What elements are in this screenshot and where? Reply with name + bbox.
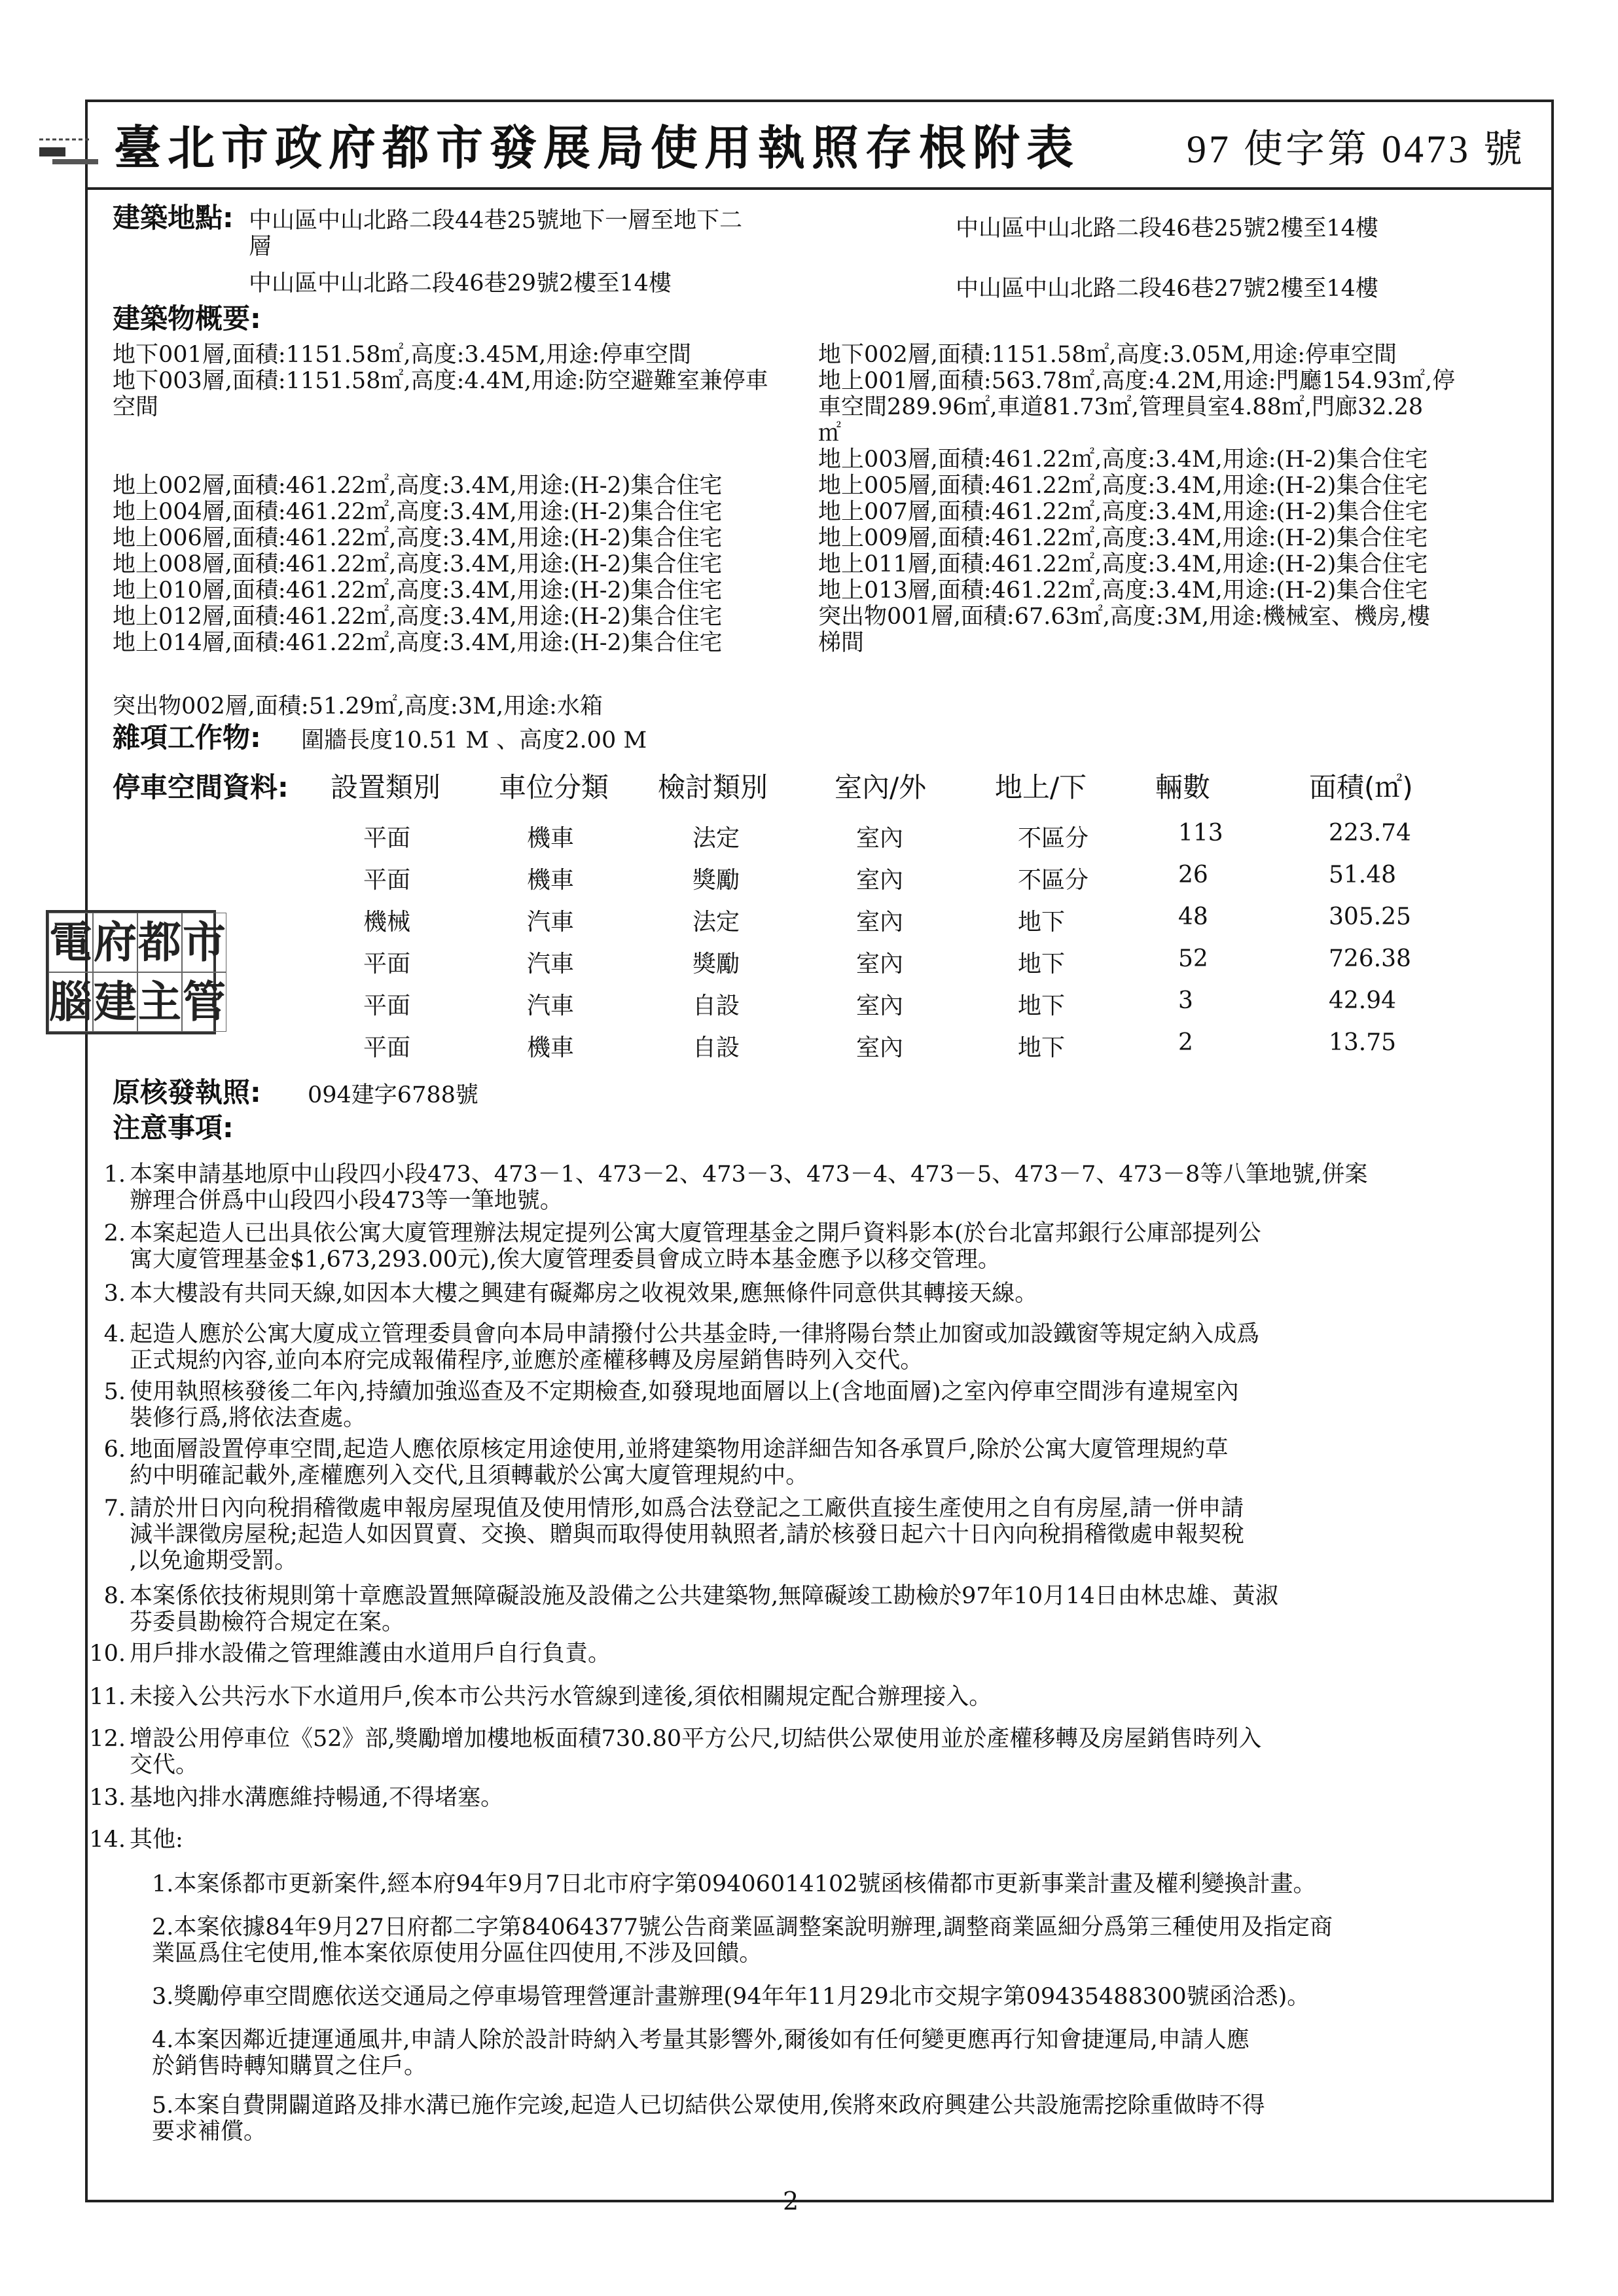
overview-line: 地上009層,面積:461.22㎡,高度:3.4M,用途:(H-2)集合住宅 bbox=[818, 525, 1428, 551]
overview-line: 地上014層,面積:461.22㎡,高度:3.4M,用途:(H-2)集合住宅 bbox=[113, 630, 723, 656]
table-cell: 113 bbox=[1178, 820, 1223, 847]
table-cell: 室內 bbox=[856, 825, 904, 852]
overview-line: 地上005層,面積:461.22㎡,高度:3.4M,用途:(H-2)集合住宅 bbox=[818, 473, 1428, 499]
note-item: 4. 起造人應於公寓大廈成立管理委員會向本局申請撥付公共基金時,一律將陽台禁止加窗或加設鐵窗等規定納入成爲 正式規約內容,並向本府完成報備程序,並應於產權移轉及房屋銷售時列入交代。 bbox=[103, 1321, 1260, 1374]
note-item: 1. 本案申請基地原中山段四小段473、473－1、473－2、473－3、473－4、473－5、473－7、473－8等八筆地號,併案 辦理合併爲中山段四小段473等一筆地號。 bbox=[103, 1161, 1368, 1214]
table-cell: 汽車 bbox=[527, 993, 575, 1019]
header-box bbox=[85, 100, 1554, 190]
note-item: 7. 請於卅日內向稅捐稽徵處申報房屋現值及使用情形,如爲合法登記之工廠供直接生產使用之自有房屋,請一併申請 減半課徵房屋稅;起造人如因買賣、交換、贈與而取得使用執照者,請於核發日起六十日內向稅捐稽徵處申報契稅 ,以免逾期受罰。 bbox=[103, 1495, 1244, 1574]
seal-char: 都 bbox=[137, 913, 182, 972]
overview-line: 地上006層,面積:461.22㎡,高度:3.4M,用途:(H-2)集合住宅 bbox=[113, 525, 723, 551]
overview-line: 地上007層,面積:461.22㎡,高度:3.4M,用途:(H-2)集合住宅 bbox=[818, 499, 1428, 525]
seal-char: 主 bbox=[137, 972, 182, 1032]
overview-left-column bbox=[113, 342, 768, 656]
table-cell: 13.75 bbox=[1329, 1029, 1397, 1056]
table-cell: 305.25 bbox=[1329, 903, 1411, 930]
overview-line: ㎡ bbox=[818, 420, 842, 446]
table-cell: 不區分 bbox=[1018, 825, 1089, 852]
table-cell: 地下 bbox=[1018, 1034, 1066, 1061]
other-item: 3.獎勵停車空間應依送交通局之停車場管理營運計畫辦理(94年年11月29北市交規字第09435488300號函洽悉)。 bbox=[152, 1984, 1310, 2010]
table-cell: 室內 bbox=[856, 867, 904, 894]
site-address-2: 中山區中山北路二段46巷25號2樓至14樓 bbox=[956, 215, 1378, 242]
seal-char: 電 bbox=[48, 913, 93, 972]
note-item: 14. 其他: bbox=[89, 1827, 183, 1853]
overview-line: 地上001層,面積:563.78㎡,高度:4.2M,用途:門廳154.93㎡,停 bbox=[818, 368, 1456, 394]
other-item: 4.本案因鄰近捷運通風井,申請人除於設計時納入考量其影響外,爾後如有任何變更應再行知會捷運局,申請人應 於銷售時轉知購買之住戶。 bbox=[152, 2027, 1249, 2079]
table-cell: 機車 bbox=[527, 825, 575, 852]
table-cell: 不區分 bbox=[1018, 867, 1089, 894]
other-item: 1.本案係都市更新案件,經本府94年9月7日北市府字第09406014102號函核備都市更新事業計畫及權利變換計畫。 bbox=[152, 1871, 1316, 1897]
note-item: 10. 用戶排水設備之管理維護由水道用戶自行負責。 bbox=[89, 1641, 611, 1667]
overview-line: 突出物001層,面積:67.63㎡,高度:3M,用途:機械室、機房,樓 bbox=[818, 604, 1430, 630]
parking-header-indoor: 室內/外 bbox=[835, 771, 927, 803]
document-number: 97 使字第 0473 號 bbox=[1187, 128, 1525, 171]
other-item: 2.本案依據84年9月27日府都二字第84064377號公告商業區調整案說明辦理,調整商業區細分爲第三種使用及指定商 業區爲住宅使用,惟本案依原使用分區住四使用,不涉及回饋。 bbox=[152, 1914, 1333, 1967]
note-item: 8. 本案係依技術規則第十章應設置無障礙設施及設備之公共建築物,無障礙竣工勘檢於97年10月14日由林忠雄、黃淑 芬委員勘檢符合規定在案。 bbox=[103, 1583, 1278, 1635]
note-item: 13. 基地內排水溝應維持暢通,不得堵塞。 bbox=[89, 1785, 504, 1811]
table-cell: 法定 bbox=[692, 909, 740, 936]
table-cell: 機車 bbox=[527, 867, 575, 894]
table-cell: 地下 bbox=[1018, 993, 1066, 1019]
parking-header-vehicle: 車位分類 bbox=[499, 771, 609, 803]
site-address-3: 中山區中山北路二段46巷29號2樓至14樓 bbox=[249, 270, 672, 297]
protrusion-002: 突出物002層,面積:51.29㎡,高度:3M,用途:水箱 bbox=[113, 693, 603, 720]
table-cell: 法定 bbox=[692, 825, 740, 852]
parking-header-count: 輛數 bbox=[1155, 771, 1211, 803]
table-cell: 52 bbox=[1178, 945, 1208, 972]
table-cell: 42.94 bbox=[1329, 987, 1397, 1014]
seal-char: 建 bbox=[93, 972, 137, 1032]
overview-line: 地下002層,面積:1151.58㎡,高度:3.05M,用途:停車空間 bbox=[818, 342, 1397, 368]
overview-line: 地上002層,面積:461.22㎡,高度:3.4M,用途:(H-2)集合住宅 bbox=[113, 473, 723, 499]
original-license-value: 094建字6788號 bbox=[308, 1082, 478, 1108]
other-item: 5.本案自費開闢道路及排水溝已施作完竣,起造人已切結供公眾使用,俟將來政府興建公共設施需挖除重做時不得 要求補償。 bbox=[152, 2092, 1265, 2145]
site-address-1-cont: 層 bbox=[249, 234, 272, 260]
parking-header-level: 地上/下 bbox=[995, 771, 1087, 803]
table-cell: 3 bbox=[1178, 987, 1193, 1014]
page-title: 臺北市政府都市發展局使用執照存根附表 bbox=[114, 120, 1081, 175]
page-number: 2 bbox=[783, 2187, 799, 2215]
table-cell: 汽車 bbox=[527, 909, 575, 936]
table-cell: 室內 bbox=[856, 909, 904, 936]
table-cell: 2 bbox=[1178, 1029, 1193, 1056]
note-item: 3. 本大樓設有共同天線,如因本大樓之興建有礙鄰房之收視效果,應無條件同意供其轉接天線。 bbox=[103, 1281, 1038, 1307]
table-cell: 平面 bbox=[363, 951, 411, 977]
overview-line: 地上008層,面積:461.22㎡,高度:3.4M,用途:(H-2)集合住宅 bbox=[113, 551, 723, 577]
official-seal-stamp bbox=[46, 910, 226, 1034]
table-cell: 726.38 bbox=[1329, 945, 1411, 972]
notes-label: 注意事項: bbox=[113, 1112, 234, 1144]
table-cell: 26 bbox=[1178, 862, 1208, 888]
table-cell: 室內 bbox=[856, 951, 904, 977]
note-item: 11. 未接入公共污水下水道用戶,俟本市公共污水管線到達後,須依相關規定配合辦理接入。 bbox=[89, 1684, 992, 1710]
note-item: 5. 使用執照核發後二年內,持續加強巡查及不定期檢查,如發現地面層以上(含地面層)之室內停車空間涉有違規室內 裝修行爲,將依法查處。 bbox=[103, 1379, 1239, 1431]
overview-line: 地上010層,面積:461.22㎡,高度:3.4M,用途:(H-2)集合住宅 bbox=[113, 577, 723, 604]
overview-line: 地上004層,面積:461.22㎡,高度:3.4M,用途:(H-2)集合住宅 bbox=[113, 499, 723, 525]
parking-header-area: 面積(㎡) bbox=[1309, 771, 1413, 803]
parking-header-review: 檢討類別 bbox=[658, 771, 768, 803]
table-cell: 平面 bbox=[363, 993, 411, 1019]
site-address-4: 中山區中山北路二段46巷27號2樓至14樓 bbox=[956, 276, 1378, 302]
table-cell: 自設 bbox=[692, 993, 740, 1019]
table-cell: 平面 bbox=[363, 825, 411, 852]
table-cell: 獎勵 bbox=[692, 867, 740, 894]
overview-line: 梯間 bbox=[818, 630, 865, 656]
site-address-1: 中山區中山北路二段44巷25號地下一層至地下二 bbox=[249, 208, 743, 234]
table-cell: 室內 bbox=[856, 1034, 904, 1061]
overview-line: 地上012層,面積:461.22㎡,高度:3.4M,用途:(H-2)集合住宅 bbox=[113, 604, 723, 630]
overview-line: 地上011層,面積:461.22㎡,高度:3.4M,用途:(H-2)集合住宅 bbox=[818, 551, 1428, 577]
original-license-label: 原核發執照: bbox=[113, 1076, 261, 1108]
overview-line: 地上013層,面積:461.22㎡,高度:3.4M,用途:(H-2)集合住宅 bbox=[818, 577, 1428, 604]
overview-line: 地下001層,面積:1151.58㎡,高度:3.45M,用途:停車空間 bbox=[113, 342, 692, 368]
misc-label: 雜項工作物: bbox=[113, 721, 261, 754]
seal-char: 腦 bbox=[48, 972, 93, 1032]
table-cell: 室內 bbox=[856, 993, 904, 1019]
table-cell: 51.48 bbox=[1329, 862, 1397, 888]
table-cell: 機車 bbox=[527, 1034, 575, 1061]
overview-line: 地上003層,面積:461.22㎡,高度:3.4M,用途:(H-2)集合住宅 bbox=[818, 446, 1428, 473]
overview-right-column bbox=[818, 342, 1455, 656]
margin-mark-icon bbox=[39, 134, 111, 173]
table-cell: 地下 bbox=[1018, 909, 1066, 936]
table-cell: 平面 bbox=[363, 867, 411, 894]
table-cell: 平面 bbox=[363, 1034, 411, 1061]
overview-line: 空間 bbox=[113, 394, 159, 420]
seal-char: 市 bbox=[182, 913, 226, 972]
misc-value: 圍牆長度10.51 M 、高度2.00 M bbox=[301, 727, 647, 754]
site-label: 建築地點: bbox=[113, 202, 234, 234]
seal-char: 管 bbox=[182, 972, 226, 1032]
note-item: 6. 地面層設置停車空間,起造人應依原核定用途使用,並將建築物用途詳細告知各承買戶,除於公寓大廈管理規約草 約中明確記載外,產權應列入交代,且須轉載於公寓大廈管理規約中。 bbox=[103, 1436, 1229, 1489]
overview-line: 車空間289.96㎡,車道81.73㎡,管理員室4.88㎡,門廊32.28 bbox=[818, 394, 1424, 420]
table-cell: 地下 bbox=[1018, 951, 1066, 977]
table-cell: 自設 bbox=[692, 1034, 740, 1061]
table-cell: 機械 bbox=[363, 909, 411, 936]
parking-header-type: 設置類別 bbox=[331, 771, 441, 803]
table-cell: 汽車 bbox=[527, 951, 575, 977]
overview-line: 地下003層,面積:1151.58㎡,高度:4.4M,用途:防空避難室兼停車 bbox=[113, 368, 768, 394]
parking-label: 停車空間資料: bbox=[113, 771, 289, 803]
table-cell: 223.74 bbox=[1329, 820, 1411, 847]
seal-char: 府 bbox=[93, 913, 137, 972]
table-cell: 48 bbox=[1178, 903, 1208, 930]
overview-label: 建築物概要: bbox=[113, 302, 261, 335]
note-item: 2. 本案起造人已出具依公寓大廈管理辦法規定提列公寓大廈管理基金之開戶資料影本(於台北富邦銀行公庫部提列公 寓大廈管理基金$1,673,293.00元),俟大廈管理委員會成立時本基金應予以移交管理。 bbox=[103, 1220, 1261, 1273]
table-cell: 獎勵 bbox=[692, 951, 740, 977]
note-item: 12. 增設公用停車位《52》部,獎勵增加樓地板面積730.80平方公尺,切結供公眾使用並於產權移轉及房屋銷售時列入 交代。 bbox=[89, 1726, 1262, 1778]
